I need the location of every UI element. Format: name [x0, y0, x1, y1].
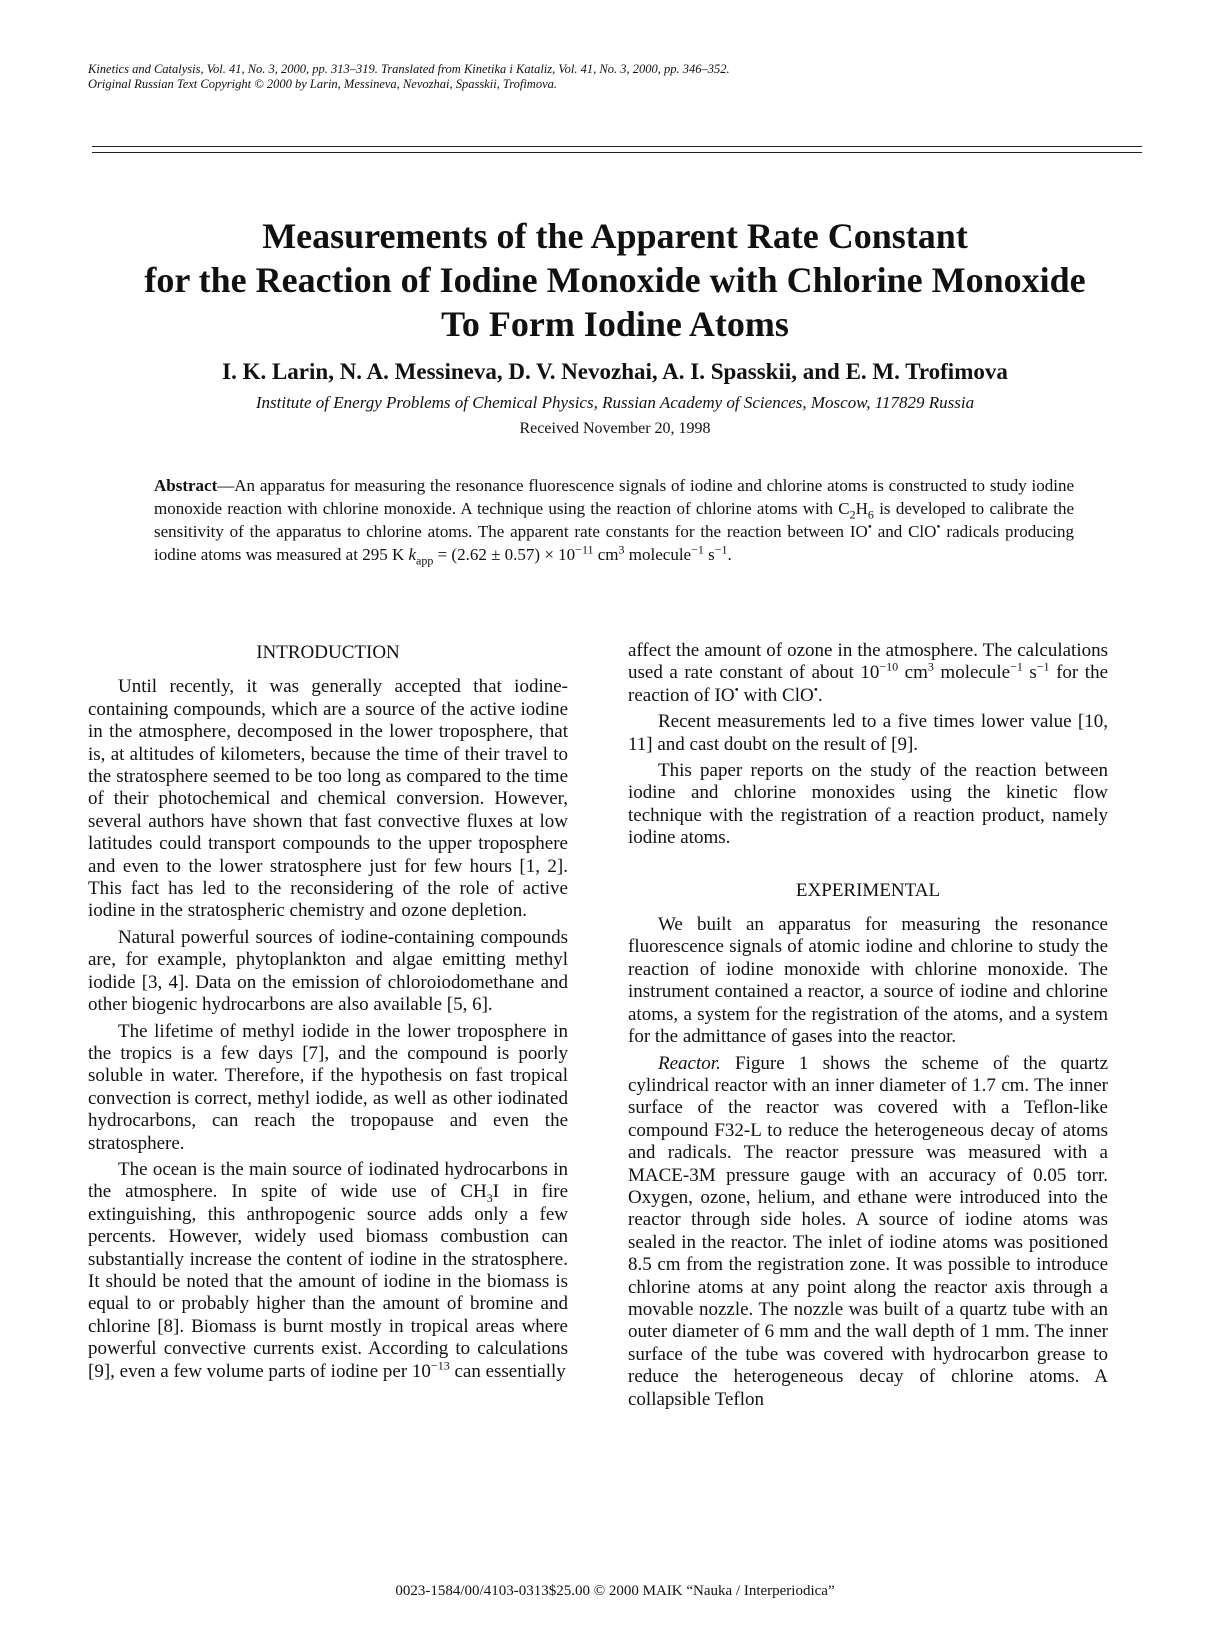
header-rule-top	[92, 146, 1142, 147]
paper-title	[90, 214, 1140, 346]
radical-dot: •	[813, 682, 818, 697]
section-heading-introduction: INTRODUCTION	[256, 642, 400, 663]
intro-paragraph-4	[88, 1159, 568, 1383]
right-c1-c: molecule	[933, 662, 1011, 684]
right-c1-exp3: −1	[1010, 660, 1023, 675]
right-c1-exp4: −1	[1036, 660, 1050, 675]
abstract-text-9: .	[727, 545, 732, 564]
header-line-2: Original Russian Text Copyright © 2000 by Larin, Messineva, Nevozhai, Spasskii, Trofimova.	[88, 77, 557, 91]
experimental-paragraph-reactor	[628, 1053, 1108, 1412]
intro-p4-sub: 3	[486, 1191, 493, 1206]
title-line-2: for the Reaction of Iodine Monoxide with Chlorine Monoxide	[144, 260, 1086, 300]
section-heading-experimental: EXPERIMENTAL	[795, 879, 941, 901]
abstract-text-1: —An apparatus for measuring the resonance fluorescence signals of iodine and chlorine atoms is constructed to study iodine monoxide reaction with chlorine monoxide. A technique using the reaction of chlorine atoms with C	[154, 476, 1074, 518]
abstract-text-5: = (2.62 ± 0.57) × 10	[433, 545, 576, 564]
abstract-text-4: radicals producing iodine atoms was measured at 295 K	[154, 522, 1074, 564]
abstract-text-6: cm	[593, 545, 619, 564]
experimental-paragraph-1: We built an apparatus for measuring the resonance fluorescence signals of atomic iodine and chlorine to study the reaction of iodine monoxide with chlorine monoxide. The instrument contained a reactor, a source of iodine and chlorine atoms, a system for the registration of the atoms, and a system for the admittance of gases into the reactor.	[628, 914, 1108, 1048]
right-c1-a: affect the amount of ozone in the atmosphere. The calculations used a rate constant of about 10	[628, 640, 1108, 684]
abstract-sub-2: 6	[867, 507, 874, 522]
right-c1-d: s	[1022, 662, 1037, 684]
abstract-sub-1: 2	[849, 507, 856, 522]
right-paragraph-continued	[628, 640, 1108, 707]
abstract-text-3: and ClO	[871, 522, 937, 541]
abstract	[154, 474, 1074, 566]
intro-p4-text-b: I in fire extinguishing, this anthropogenic source adds only a few percents. However, widely used biomass combustion can substantially increase the content of iodine in the stratosphere. It should be noted that the amount of iodine in the biomass is equal to or probably higher than the amount of bromine and chlorine [8]. Biomass is burnt mostly in tropical areas where powerful convective currents exist. According to calculations [9], even a few volume parts of iodine per 10	[88, 1181, 568, 1382]
abstract-text-7: molecule	[624, 545, 692, 564]
intro-paragraph-1: Until recently, it was generally accepted that iodine-containing compounds, which are a source of the active iodine in the atmosphere, decomposed in the lower troposphere, that is, at altitudes of kilometers, because the time of their travel to the stratosphere seemed to be too long as compared to the time of their photochemical and chemical conversion. However, several authors have shown that fast convective fluxes at low latitudes could transport compounds to the upper troposphere and even to the lower stratosphere just for few hours [1, 2]. This fact has led to the reconsidering of the role of active iodine in the stratospheric chemistry and ozone depletion.	[88, 676, 568, 922]
right-c1-b: cm	[898, 662, 928, 684]
header-rule-bottom	[92, 152, 1142, 153]
intro-p4-text-c: can essentially	[449, 1360, 566, 1382]
title-line-3: To Form Iodine Atoms	[441, 304, 789, 344]
right-c1-e: for the reaction of IO	[628, 662, 1109, 706]
header-line-1: Kinetics and Catalysis, Vol. 41, No. 3, 2000, pp. 313–319. Translated from Kinetika i Kataliz, Vol. 41, No. 3, 2000, pp. 346–352.	[88, 62, 730, 76]
authors: I. K. Larin, N. A. Messineva, D. V. Nevozhai, A. I. Spasskii, and E. M. Trofimova	[222, 359, 1008, 384]
radical-dot: •	[867, 519, 872, 534]
abstract-text-2: is developed to calibrate the sensitivity of the apparatus to chlorine atoms. The apparent rate constants for the reaction between IO	[154, 499, 1075, 541]
left-column	[88, 640, 568, 1383]
right-paragraph-2: Recent measurements led to a five times lower value [10, 11] and cast doubt on the result of [9].	[628, 711, 1108, 755]
right-paragraph-3: This paper reports on the study of the reaction between iodine and chlorine monoxides using the kinetic flow technique with the registration of a reaction product, namely iodine atoms.	[628, 760, 1108, 849]
right-column	[628, 640, 1108, 1411]
k-subscript: app	[416, 553, 434, 568]
intro-p4-exp: −13	[430, 1358, 450, 1373]
k-symbol: k	[408, 545, 417, 564]
journal-header	[88, 62, 1088, 92]
exp-4: −1	[714, 542, 728, 557]
intro-p4-text-a: The ocean is the main source of iodinated hydrocarbons in the atmosphere. In spite of wide use of CH	[88, 1158, 568, 1203]
right-c1-exp: −10	[879, 660, 899, 675]
exp-2: 3	[618, 542, 625, 557]
abstract-text-8: s	[703, 545, 715, 564]
received-date: Received November 20, 1998	[519, 420, 711, 437]
right-c1-exp2: 3	[927, 660, 934, 675]
intro-paragraph-3: The lifetime of methyl iodide in the lower troposphere in the tropics is a few days [7], and the compound is poorly soluble in water. Therefore, if the hypothesis on fast tropical convection is correct, methyl iodide, as well as other iodinated hydrocarbons, can reach the tropopause and even the stratosphere.	[88, 1020, 568, 1154]
abstract-text-h: H	[855, 499, 868, 518]
intro-paragraph-2: Natural powerful sources of iodine-containing compounds are, for example, phytoplankton and algae emitting methyl iodide [3, 4]. Data on the emission of chloroiodomethane and other biogenic hydrocarbons are also available [5, 6].	[88, 926, 568, 1016]
exp-1: −11	[575, 542, 594, 557]
right-c1-f: with ClO	[738, 684, 814, 706]
affiliation: Institute of Energy Problems of Chemical Physics, Russian Academy of Sciences, Moscow, 117829 Russia	[255, 393, 975, 412]
abstract-lead: Abstract	[154, 476, 218, 495]
exp-3: −1	[691, 542, 704, 557]
radical-dot: •	[936, 519, 941, 534]
right-c1-g: .	[817, 684, 823, 706]
reactor-text: Figure 1 shows the scheme of the quartz cylindrical reactor with an inner diameter of 1.7 cm. The inner surface of the reactor was covered with a Teflon-like compound F32-L to reduce the heterogeneous decay of atoms and radicals. The reactor pressure was measured with a MACE-3M pressure gauge with an accuracy of 0.05 torr. Oxygen, ozone, helium, and ethane were introduced into the reactor through side holes. A source of iodine atoms was sealed in the reactor. The inlet of iodine atoms was positioned 8.5 cm from the registration zone. It was possible to introduce chlorine atoms at any point along the reactor axis through a movable nozzle. The nozzle was built of a quartz tube with an outer diameter of 6 mm and the wall depth of 1 mm. The inner surface of the tube was covered with hydrocarbon grease to reduce the heterogeneous decay of chlorine atoms. A collapsible Teflon	[628, 1052, 1108, 1410]
title-line-1: Measurements of the Apparent Rate Constant	[262, 216, 968, 256]
footer-copyright: 0023-1584/00/4103-0313$25.00 © 2000 MAIK “Nauka / Interperiodica”	[395, 1583, 835, 1599]
reactor-lead: Reactor.	[658, 1052, 721, 1074]
radical-dot: •	[734, 682, 739, 697]
